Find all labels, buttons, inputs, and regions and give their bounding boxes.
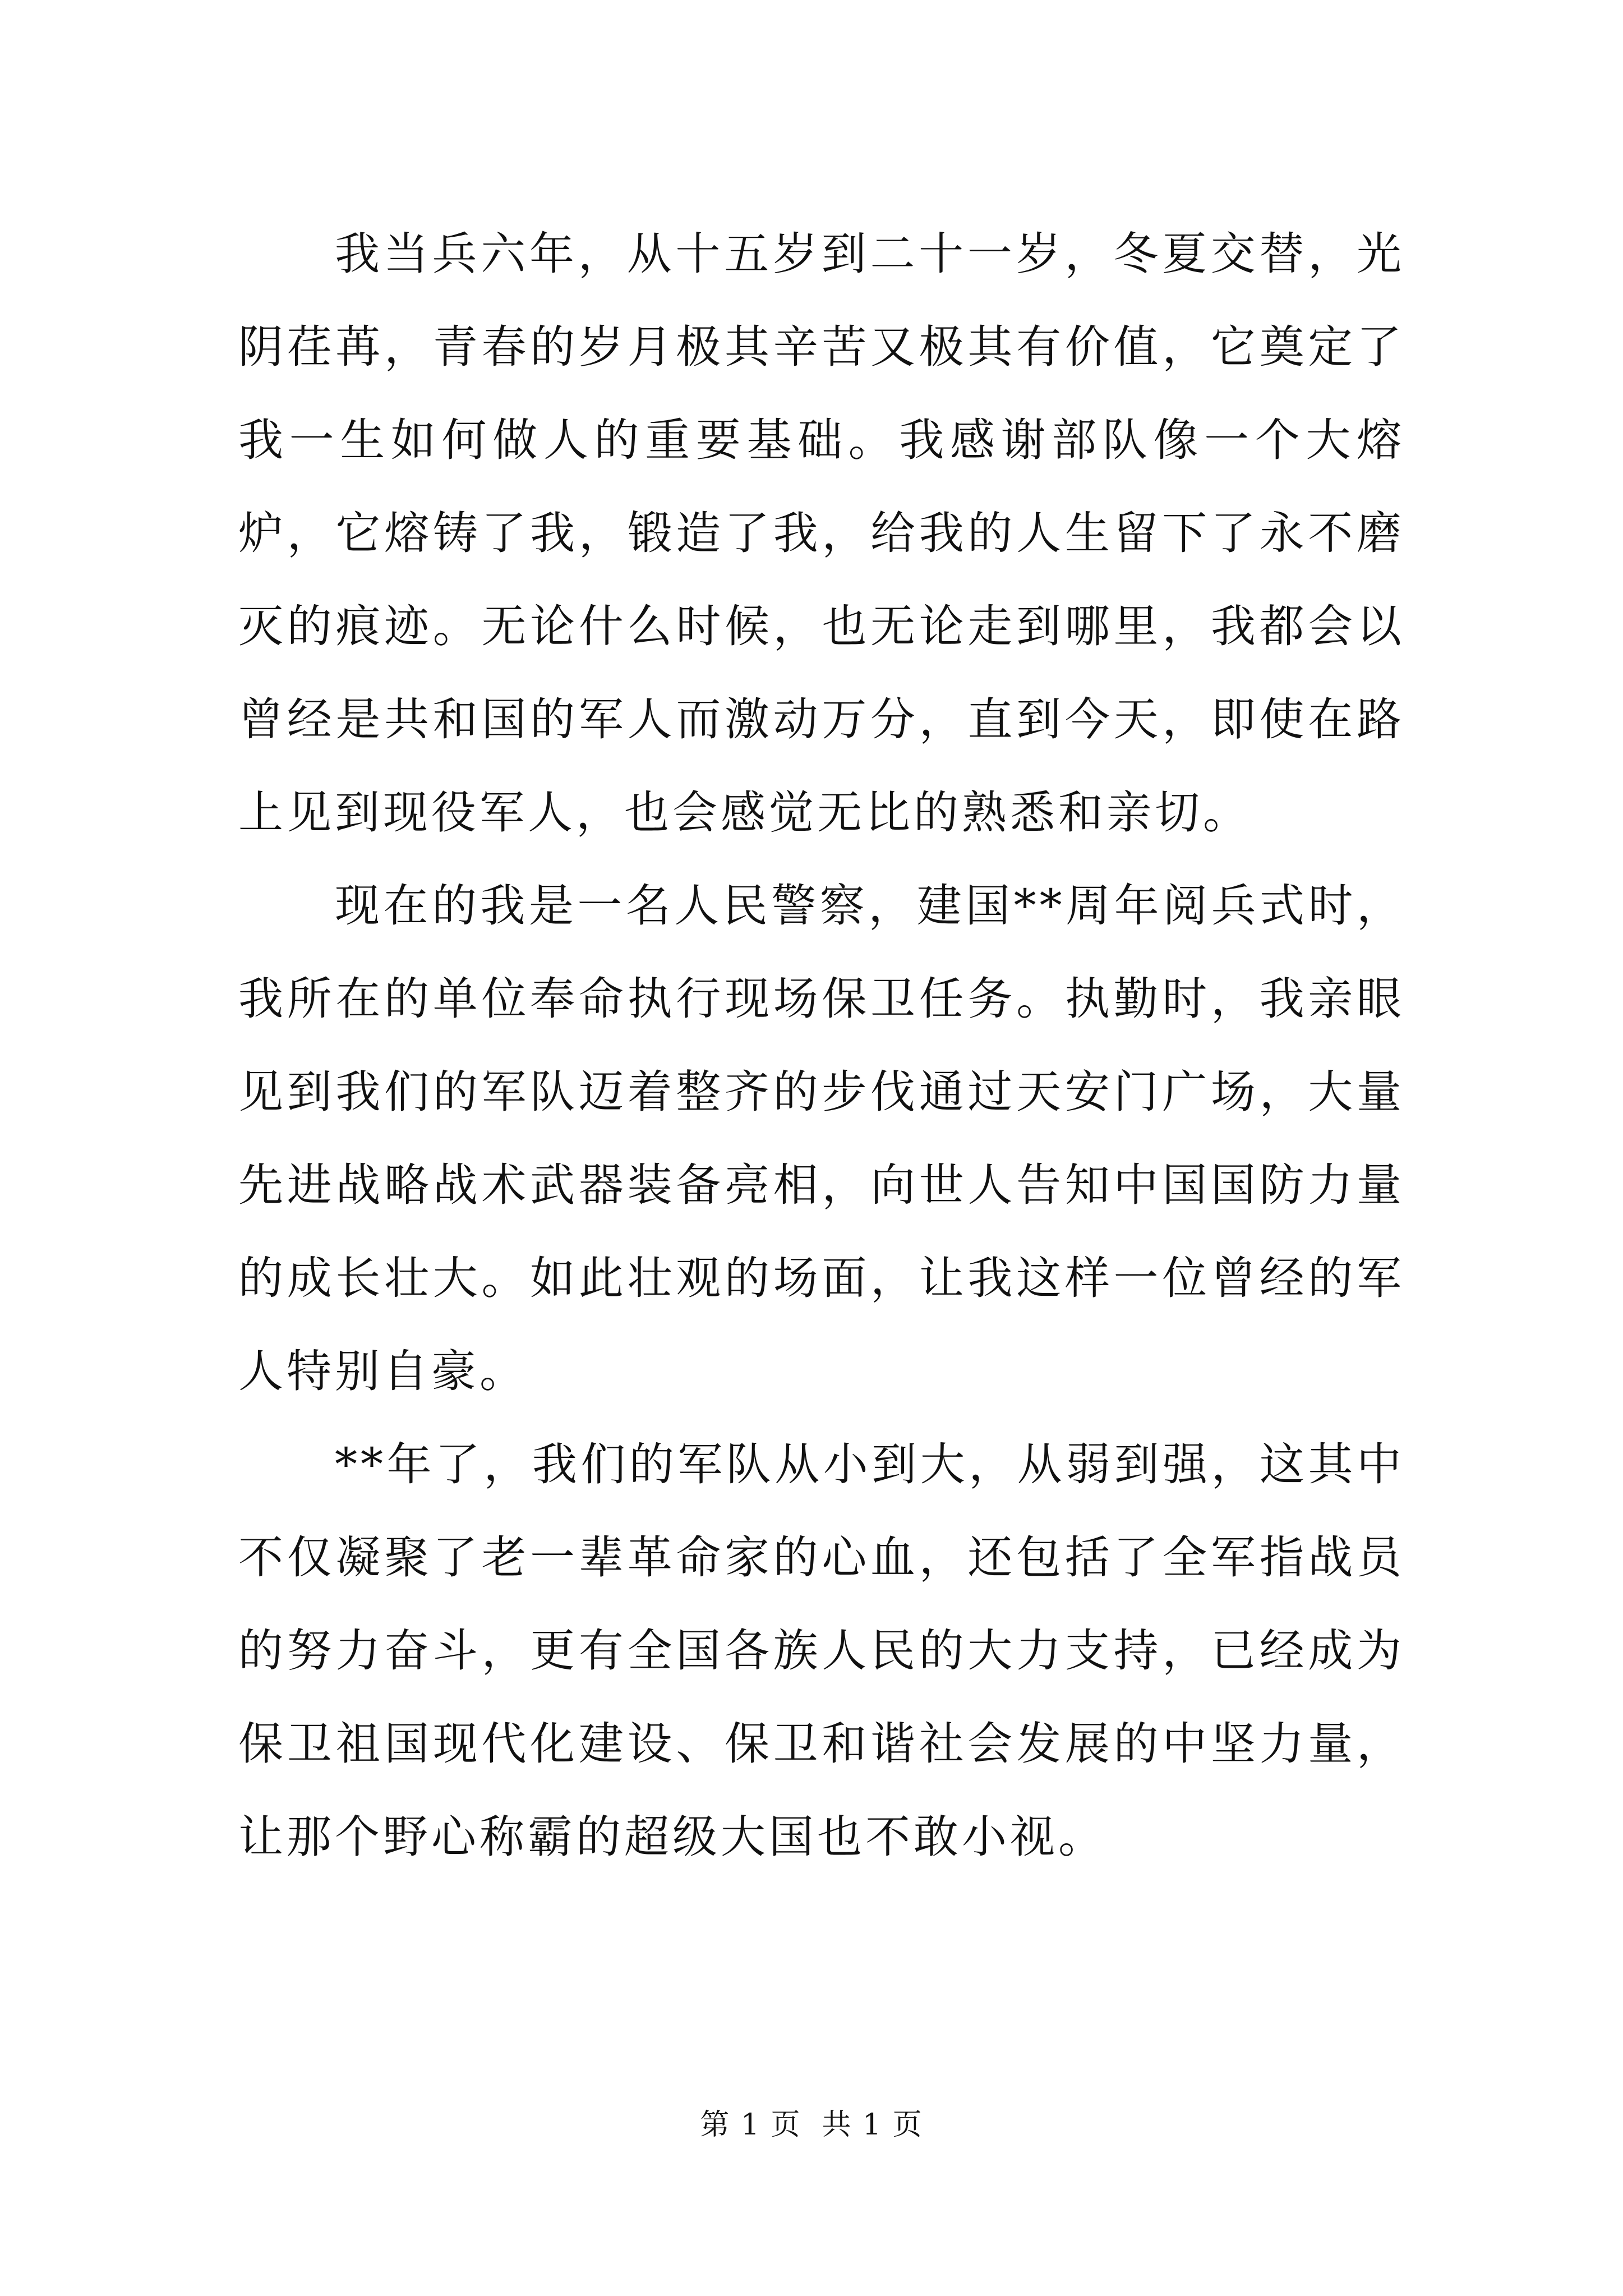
page-footer bbox=[0, 2101, 1623, 2143]
paragraph: 现在的我是一名人民警察，建国**周年阅兵式时，我所在的单位奉命执行现场保卫任务。执勤时，我亲眼见到我们的军队迈着整齐的步伐通过天安门广场，大量先进战略战术武器装备亮相，向世人告知中国国防力量的成长壮大。如此壮观的场面，让我这样一位曾经的军人特别自豪。 bbox=[238, 880, 1405, 1397]
document-body bbox=[238, 208, 1405, 1884]
paragraph: **年了，我们的军队从小到大，从弱到强，这其中不仅凝聚了老一辈革命家的心血，还包括了全军指战员的努力奋斗，更有全国各族人民的大力支持，已经成为保卫祖国现代化建设、保卫和谐社会发展的中坚力量，让那个野心称霸的超级大国也不敢小视。 bbox=[238, 1438, 1405, 1863]
page-number-label: 第 1 页 共 1 页 bbox=[700, 2108, 923, 2142]
paragraph: 我当兵六年，从十五岁到二十一岁，冬夏交替，光阴荏苒，青春的岁月极其辛苦又极其有价值，它奠定了我一生如何做人的重要基础。我感谢部队像一个大熔炉，它熔铸了我，锻造了我，给我的人生留下了永不磨灭的痕迹。无论什么时候，也无论走到哪里，我都会以曾经是共和国的军人而激动万分，直到今天，即使在路上见到现役军人，也会感觉无比的熟悉和亲切。 bbox=[238, 228, 1405, 839]
